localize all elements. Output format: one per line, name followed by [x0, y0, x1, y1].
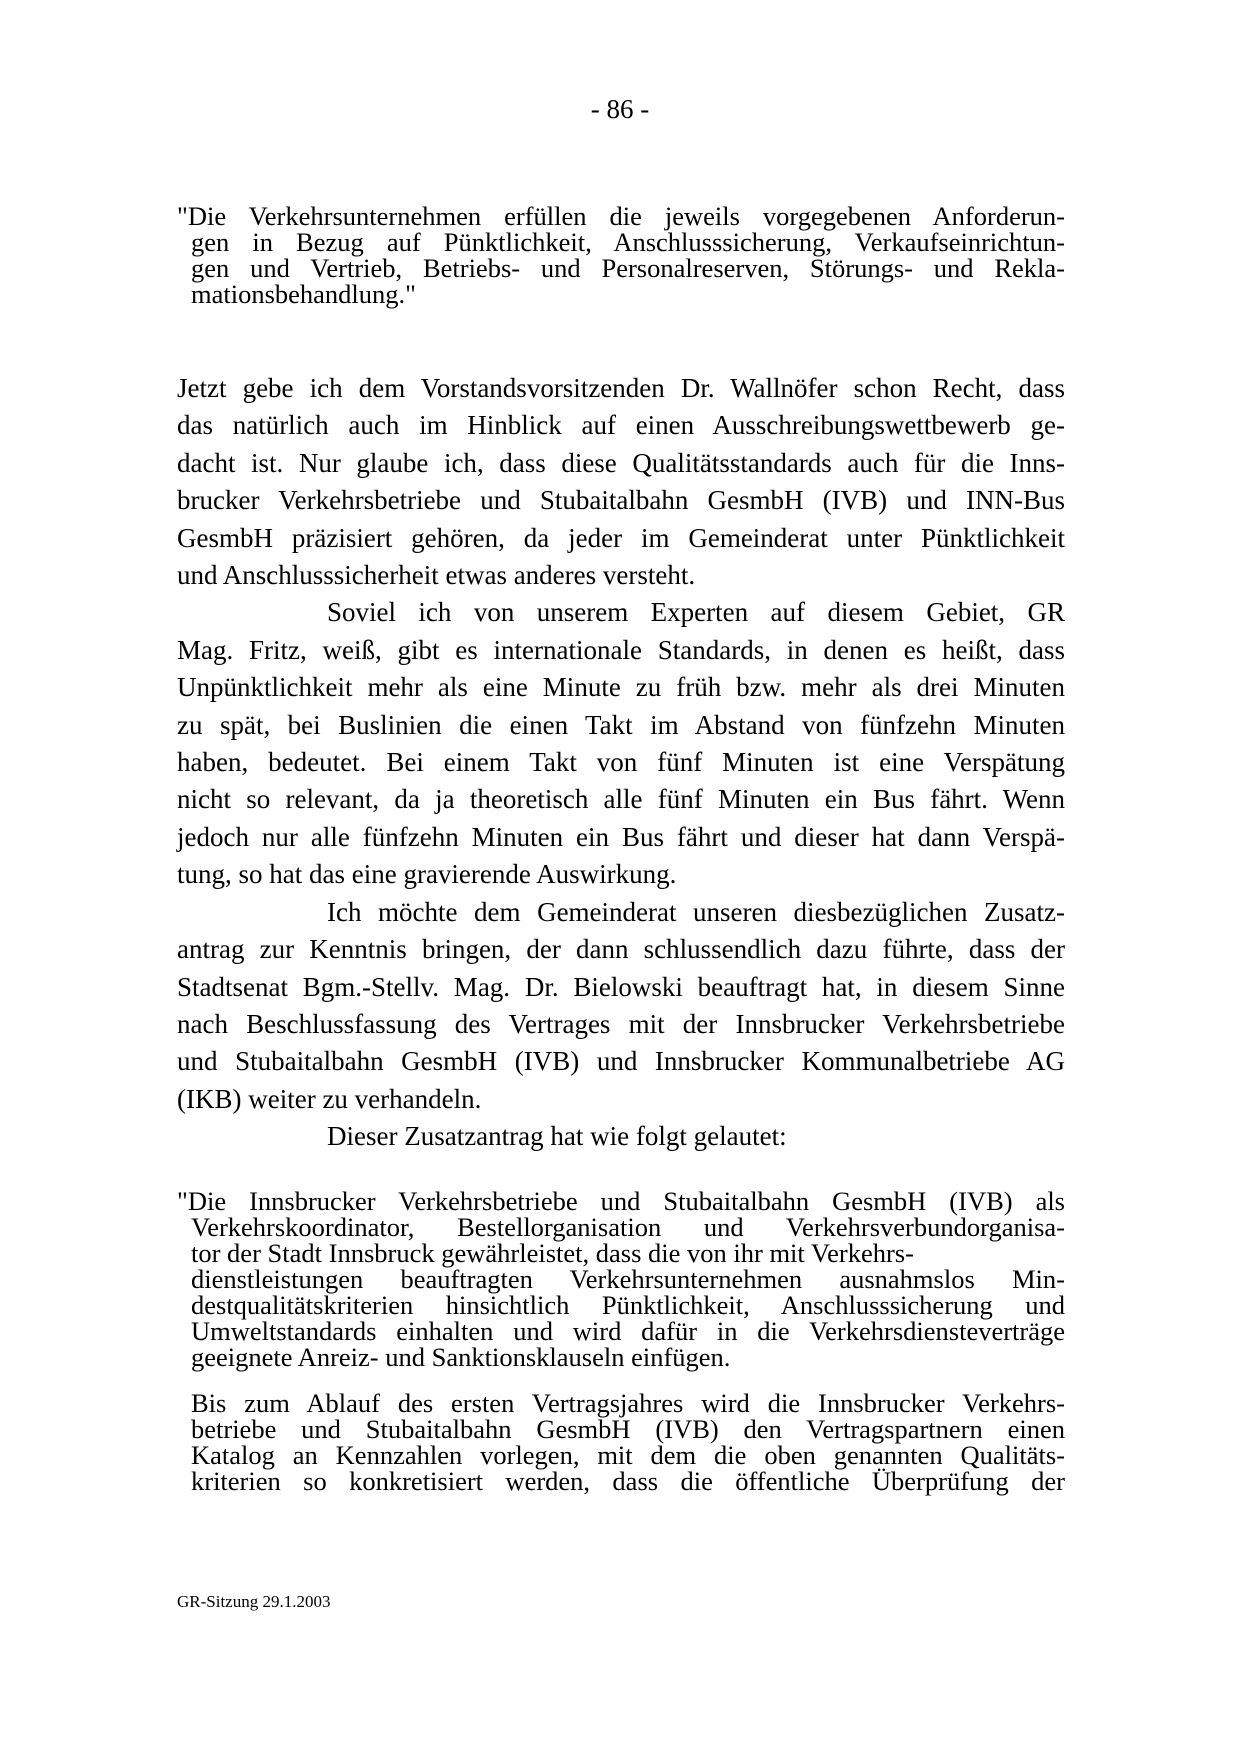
quote-line: Bis zum Ablauf des ersten Vertragsjahres wird die Innsbrucker Verkehrs-	[191, 1388, 1065, 1418]
quote-line: geeignete Anreiz- und Sanktionsklauseln einfügen.	[191, 1342, 731, 1372]
quote-line: gen und Vertrieb, Betriebs- und Personalreserven, Störungs- und Rekla-	[191, 253, 1065, 283]
body-line: Dieser Zusatzantrag hat wie folgt gelautet:	[327, 1121, 787, 1152]
quote-line: kriterien so konkretisiert werden, dass die öffentliche Überprüfung der	[191, 1466, 1065, 1496]
body-line: jedoch nur alle fünfzehn Minuten ein Bus fährt und dieser hat dann Verspä-	[177, 821, 1065, 852]
body-line: tung, so hat das eine gravierende Auswirkung.	[177, 859, 677, 890]
body-line: nach Beschlussfassung des Vertrages mit der Innsbrucker Verkehrsbetriebe	[177, 1008, 1065, 1039]
body-line: Soviel ich von unserem Experten auf diesem Gebiet, GR	[327, 597, 1065, 628]
quote-line: Umweltstandards einhalten und wird dafür in die Verkehrsdiensteverträge	[191, 1316, 1065, 1346]
body-line: nicht so relevant, da ja theoretisch alle fünf Minuten ein Bus fährt. Wenn	[177, 784, 1065, 815]
body-line: zu spät, bei Buslinien die einen Takt im Abstand von fünfzehn Minuten	[177, 709, 1065, 740]
body-line: haben, bedeutet. Bei einem Takt von fünf Minuten ist eine Verspätung	[177, 747, 1065, 778]
quote-line: mationsbehandlung."	[191, 279, 416, 309]
quote-line: Katalog an Kennzahlen vorlegen, mit dem die oben genannten Qualitäts-	[191, 1440, 1065, 1470]
quote-block-3	[177, 1390, 1065, 1494]
body-line: das natürlich auch im Hinblick auf einen Ausschreibungswettbewerb ge-	[177, 410, 1065, 441]
body-text	[177, 370, 1065, 1156]
quote-block-2	[177, 1188, 1065, 1370]
quote-line: betriebe und Stubaitalbahn GesmbH (IVB) den Vertragspartnern einen	[191, 1414, 1065, 1444]
quote-line: gen in Bezug auf Pünktlichkeit, Anschlusssicherung, Verkaufseinrichtun-	[191, 227, 1065, 257]
body-line: und Anschlusssicherheit etwas anderes versteht.	[177, 560, 696, 591]
body-line: Ich möchte dem Gemeinderat unseren diesbezüglichen Zusatz-	[327, 896, 1065, 927]
quote-line: tor der Stadt Innsbruck gewährleistet, dass die von ihr mit Verkehrs-	[191, 1238, 914, 1268]
page-number: - 86 -	[590, 94, 650, 124]
footer-session-date: GR-Sitzung 29.1.2003	[177, 1592, 331, 1611]
body-line: Mag. Fritz, weiß, gibt es internationale Standards, in denen es heißt, dass	[177, 634, 1065, 665]
quote-line: dienstleistungen beauftragten Verkehrsunternehmen ausnahmslos Min-	[191, 1264, 1065, 1294]
body-line: dacht ist. Nur glaube ich, dass diese Qualitätsstandards auch für die Inns-	[177, 447, 1065, 478]
body-line: Unpünktlichkeit mehr als eine Minute zu früh bzw. mehr als drei Minuten	[177, 672, 1065, 703]
quote-block-1	[177, 203, 1065, 307]
quote-line: "Die Verkehrsunternehmen erfüllen die jeweils vorgegebenen Anforderun-	[177, 201, 1065, 231]
body-line: brucker Verkehrsbetriebe und Stubaitalbahn GesmbH (IVB) und INN-Bus	[177, 485, 1065, 516]
body-line: GesmbH präzisiert gehören, da jeder im Gemeinderat unter Pünktlichkeit	[177, 522, 1065, 553]
body-line: (IKB) weiter zu verhandeln.	[177, 1083, 482, 1114]
quote-line: destqualitätskriterien hinsichtlich Pünktlichkeit, Anschlusssicherung und	[191, 1290, 1065, 1320]
body-line: Jetzt gebe ich dem Vorstandsvorsitzenden Dr. Wallnöfer schon Recht, dass	[177, 373, 1065, 403]
quote-line: Verkehrskoordinator, Bestellorganisation und Verkehrsverbundorganisa-	[191, 1212, 1065, 1242]
body-line: antrag zur Kenntnis bringen, der dann schlussendlich dazu führte, dass der	[177, 934, 1065, 965]
body-line: und Stubaitalbahn GesmbH (IVB) und Innsbrucker Kommunalbetriebe AG	[177, 1046, 1065, 1077]
body-line: Stadtsenat Bgm.-Stellv. Mag. Dr. Bielowski beauftragt hat, in diesem Sinne	[177, 971, 1065, 1002]
quote-line: "Die Innsbrucker Verkehrsbetriebe und Stubaitalbahn GesmbH (IVB) als	[177, 1186, 1065, 1216]
